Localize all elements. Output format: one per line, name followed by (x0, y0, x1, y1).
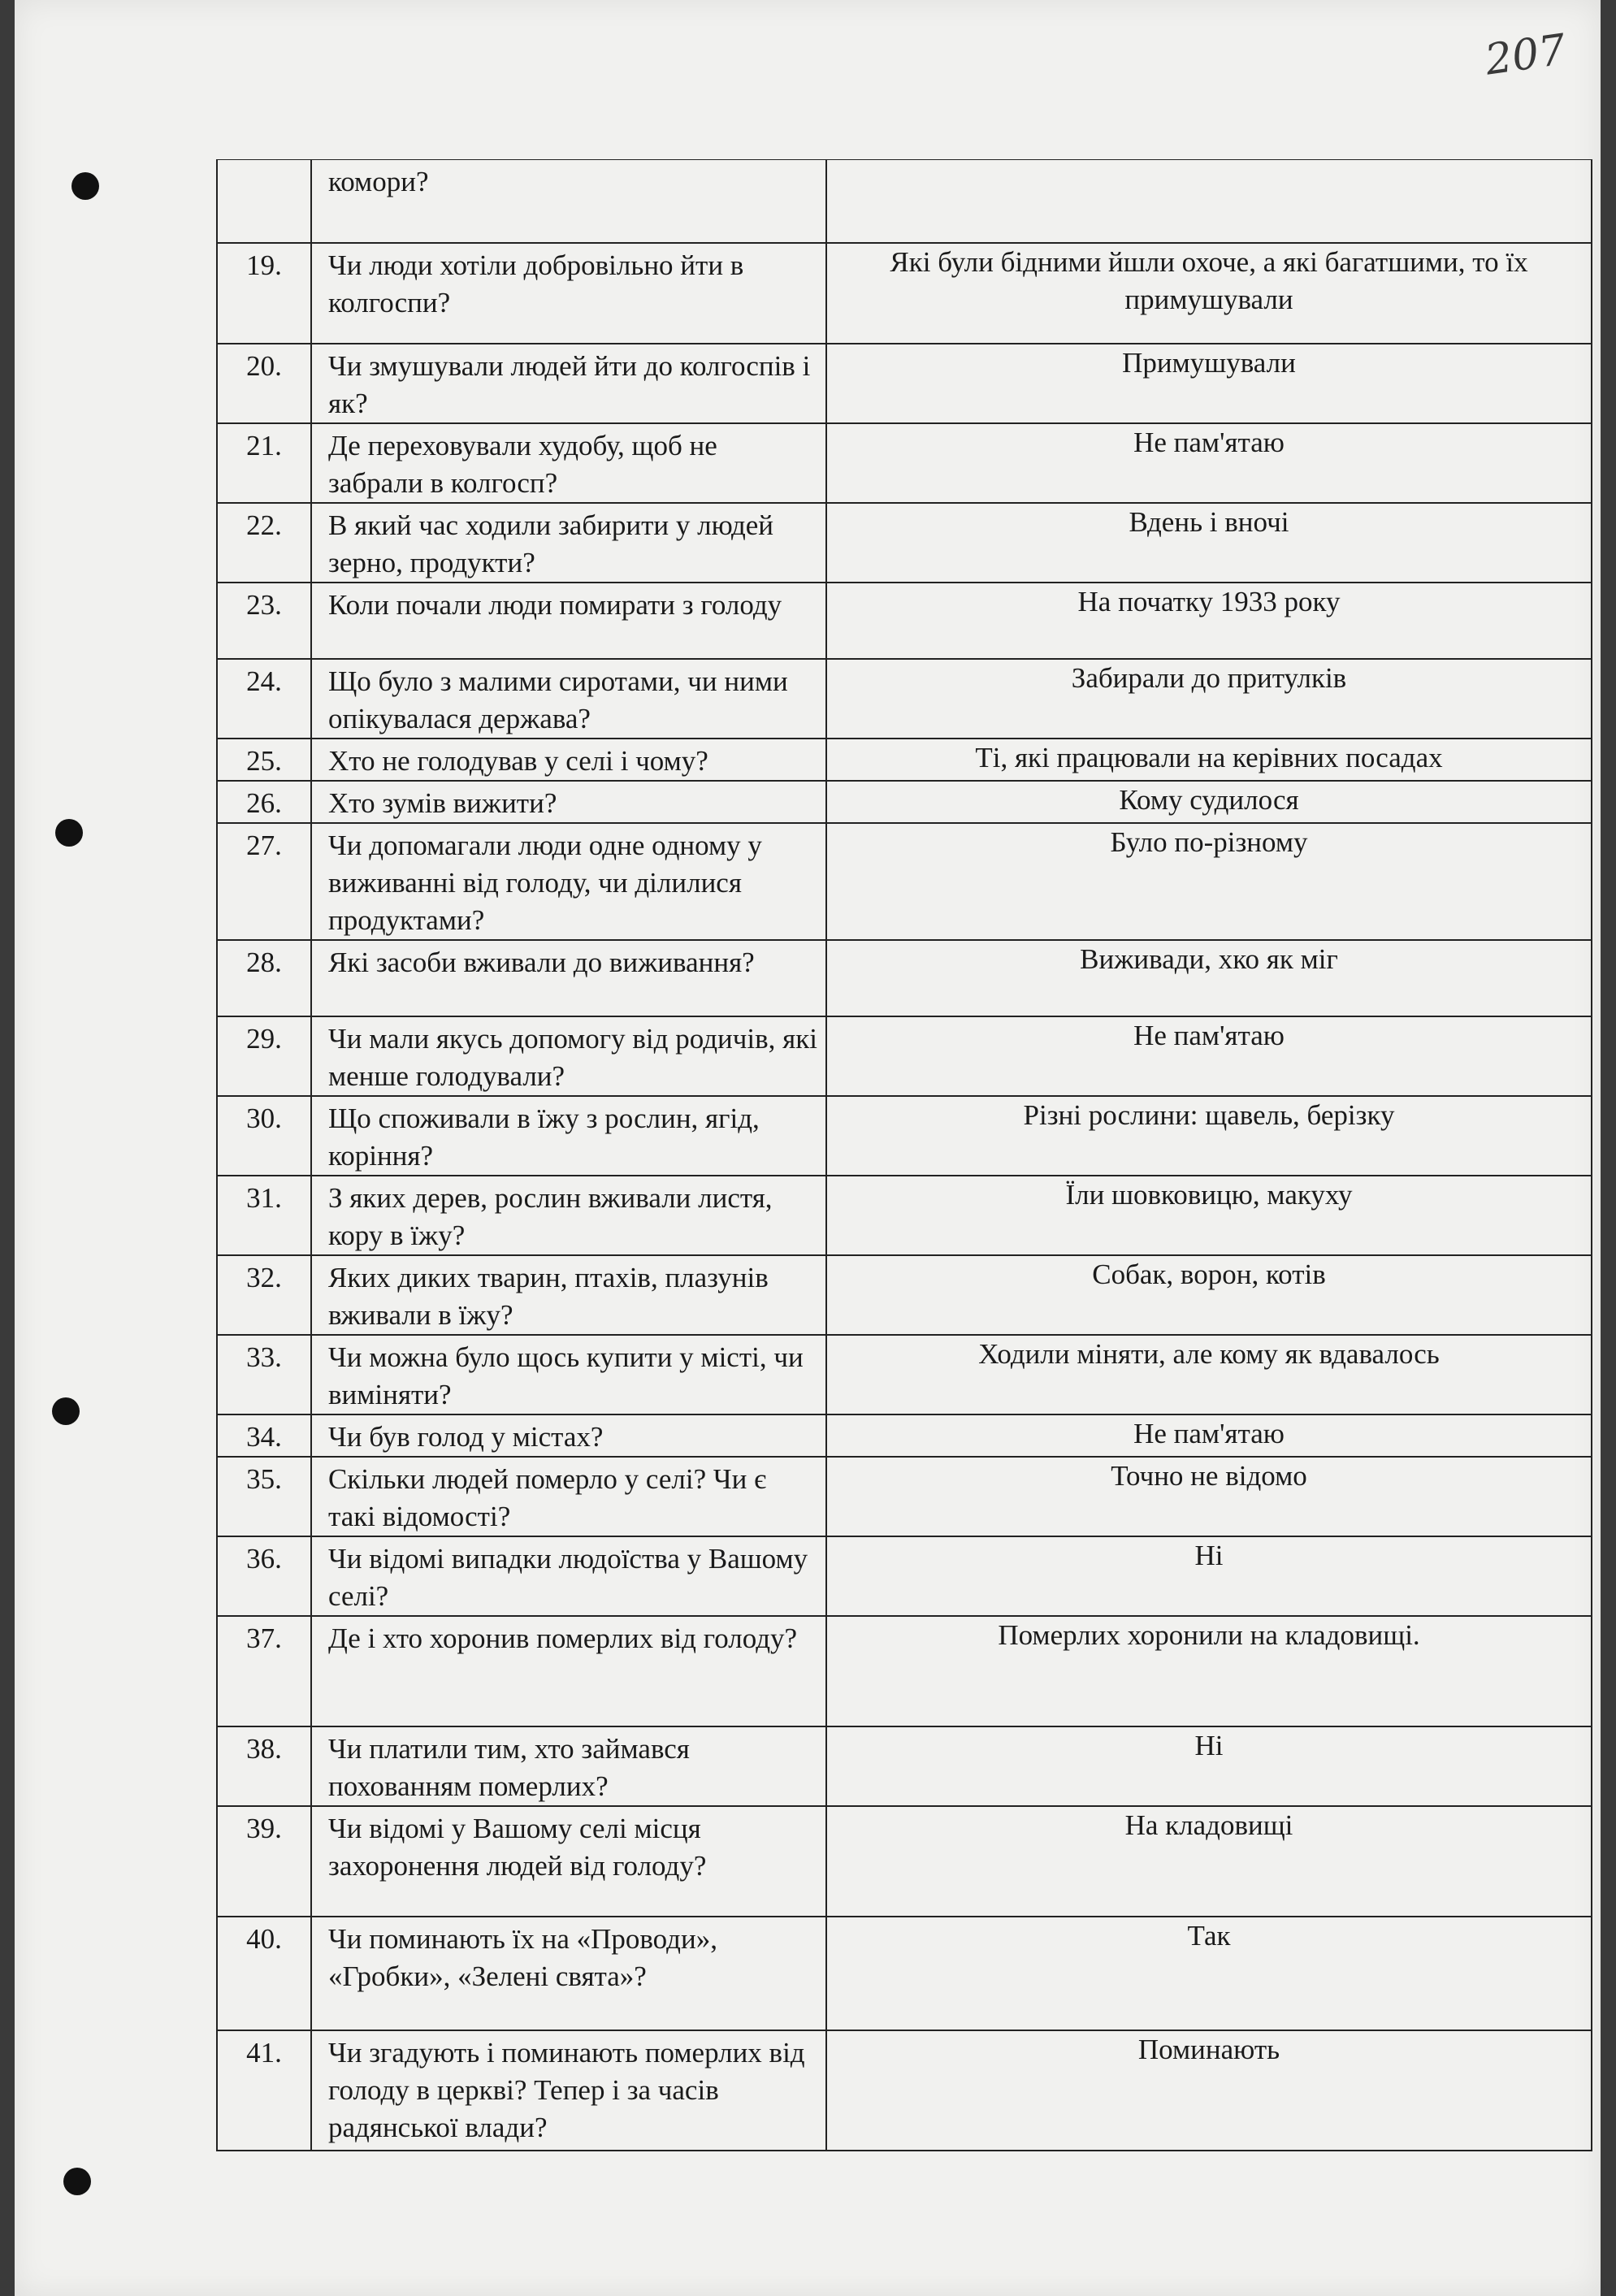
question-number: 38. (217, 1726, 311, 1806)
question-text: Що споживали в їжу з рослин, ягід, коріння? (311, 1096, 826, 1176)
table-row (217, 503, 1592, 583)
table-row (217, 423, 1592, 503)
table-row (217, 1176, 1592, 1255)
document-page (15, 0, 1601, 2296)
answer-text: Ні (826, 1536, 1592, 1616)
answer-text: Примушували (826, 344, 1592, 423)
table-row (217, 1016, 1592, 1096)
question-number: 26. (217, 781, 311, 823)
question-text: Скільки людей померло у селі? Чи є такі відомості? (311, 1457, 826, 1536)
table-row (217, 1457, 1592, 1536)
questionnaire-table (216, 159, 1592, 2151)
punch-hole (55, 819, 83, 847)
question-number: 39. (217, 1806, 311, 1917)
question-number: 41. (217, 2030, 311, 2151)
answer-text: Так (826, 1917, 1592, 2030)
answer-text: Різні рослини: щавель, берізку (826, 1096, 1592, 1176)
table-row (217, 1536, 1592, 1616)
punch-hole (71, 172, 99, 200)
answer-text: Не пам'ятаю (826, 1016, 1592, 1096)
question-text: Що було з малими сиротами, чи ними опікувалася держава? (311, 659, 826, 739)
question-text: Чи платили тим, хто займався похованням померлих? (311, 1726, 826, 1806)
question-number: 23. (217, 583, 311, 659)
question-number: 31. (217, 1176, 311, 1255)
question-text: Де і хто хоронив померлих від голоду? (311, 1616, 826, 1726)
answer-text: Забирали до притулків (826, 659, 1592, 739)
question-text: Чи відомі випадки людоїства у Вашому селі? (311, 1536, 826, 1616)
question-number: 30. (217, 1096, 311, 1176)
question-text: Чи можна було щось купити у місті, чи виміняти? (311, 1335, 826, 1414)
question-number: 29. (217, 1016, 311, 1096)
question-number: 24. (217, 659, 311, 739)
question-number: 32. (217, 1255, 311, 1335)
answer-text: Які були бідними йшли охоче, а які багатшими, то їх примушували (826, 243, 1592, 344)
table-row (217, 2030, 1592, 2151)
question-number: 34. (217, 1414, 311, 1457)
question-text: Хто не голодував у селі і чому? (311, 739, 826, 781)
answer-text: Ті, які працювали на керівних посадах (826, 739, 1592, 781)
answer-text: Ходили міняти, але кому як вдавалось (826, 1335, 1592, 1414)
answer-text: Точно не відомо (826, 1457, 1592, 1536)
question-number: 20. (217, 344, 311, 423)
answer-text (826, 160, 1592, 243)
question-text: Хто зумів вижити? (311, 781, 826, 823)
table-row (217, 344, 1592, 423)
question-number: 22. (217, 503, 311, 583)
question-text: Чи згадують і поминають померлих від голоду в церкві? Тепер і за часів радянської влади? (311, 2030, 826, 2151)
punch-hole (52, 1397, 80, 1425)
table-row (217, 1255, 1592, 1335)
answer-text: Вдень і вночі (826, 503, 1592, 583)
table-row (217, 659, 1592, 739)
question-text: Чи змушували людей йти до колгоспів і як? (311, 344, 826, 423)
question-number: 40. (217, 1917, 311, 2030)
table-row (217, 1335, 1592, 1414)
question-text: Яких диких тварин, птахів, плазунів вживали в їжу? (311, 1255, 826, 1335)
question-text: В який час ходили забирити у людей зерно, продукти? (311, 503, 826, 583)
answer-text: Померлих хоронили на кладовищі. (826, 1616, 1592, 1726)
table-row (217, 243, 1592, 344)
question-number: 36. (217, 1536, 311, 1616)
question-text: комори? (311, 160, 826, 243)
table-row (217, 1726, 1592, 1806)
questionnaire-rows (217, 160, 1592, 2151)
question-text: Які засоби вживали до виживання? (311, 940, 826, 1016)
question-text: З яких дерев, рослин вживали листя, кору в їжу? (311, 1176, 826, 1255)
question-text: Коли почали люди помирати з голоду (311, 583, 826, 659)
table-row (217, 583, 1592, 659)
handwritten-page-number: 207 (1482, 25, 1569, 85)
answer-text: Поминають (826, 2030, 1592, 2151)
question-number: 27. (217, 823, 311, 940)
question-text: Чи поминають їх на «Проводи», «Гробки», «Зелені свята»? (311, 1917, 826, 2030)
question-text: Чи мали якусь допомогу від родичів, які менше голодували? (311, 1016, 826, 1096)
question-text: Чи відомі у Вашому селі місця захоронення людей від голоду? (311, 1806, 826, 1917)
question-text: Чи допомагали люди одне одному у виживанні від голоду, чи ділилися продуктами? (311, 823, 826, 940)
table-row (217, 1917, 1592, 2030)
table-row (217, 739, 1592, 781)
table-row (217, 1616, 1592, 1726)
question-number: 33. (217, 1335, 311, 1414)
question-text: Чи люди хотіли добровільно йти в колгоспи? (311, 243, 826, 344)
question-number: 21. (217, 423, 311, 503)
question-number: 28. (217, 940, 311, 1016)
answer-text: На кладовищі (826, 1806, 1592, 1917)
table-row (217, 160, 1592, 243)
answer-text: Їли шовковицю, макуху (826, 1176, 1592, 1255)
table-row (217, 823, 1592, 940)
question-number: 37. (217, 1616, 311, 1726)
question-number (217, 160, 311, 243)
table-row (217, 940, 1592, 1016)
table-row (217, 1414, 1592, 1457)
answer-text: Не пам'ятаю (826, 1414, 1592, 1457)
question-text: Чи був голод у містах? (311, 1414, 826, 1457)
table-row (217, 1096, 1592, 1176)
answer-text: На початку 1933 року (826, 583, 1592, 659)
answer-text: Не пам'ятаю (826, 423, 1592, 503)
punch-hole (63, 2168, 91, 2195)
question-number: 19. (217, 243, 311, 344)
answer-text: Собак, ворон, котів (826, 1255, 1592, 1335)
table-row (217, 781, 1592, 823)
answer-text: Кому судилося (826, 781, 1592, 823)
question-number: 25. (217, 739, 311, 781)
answer-text: Виживади, хко як міг (826, 940, 1592, 1016)
question-number: 35. (217, 1457, 311, 1536)
table-row (217, 1806, 1592, 1917)
question-text: Де переховували худобу, щоб не забрали в колгосп? (311, 423, 826, 503)
answer-text: Ні (826, 1726, 1592, 1806)
answer-text: Було по-різному (826, 823, 1592, 940)
